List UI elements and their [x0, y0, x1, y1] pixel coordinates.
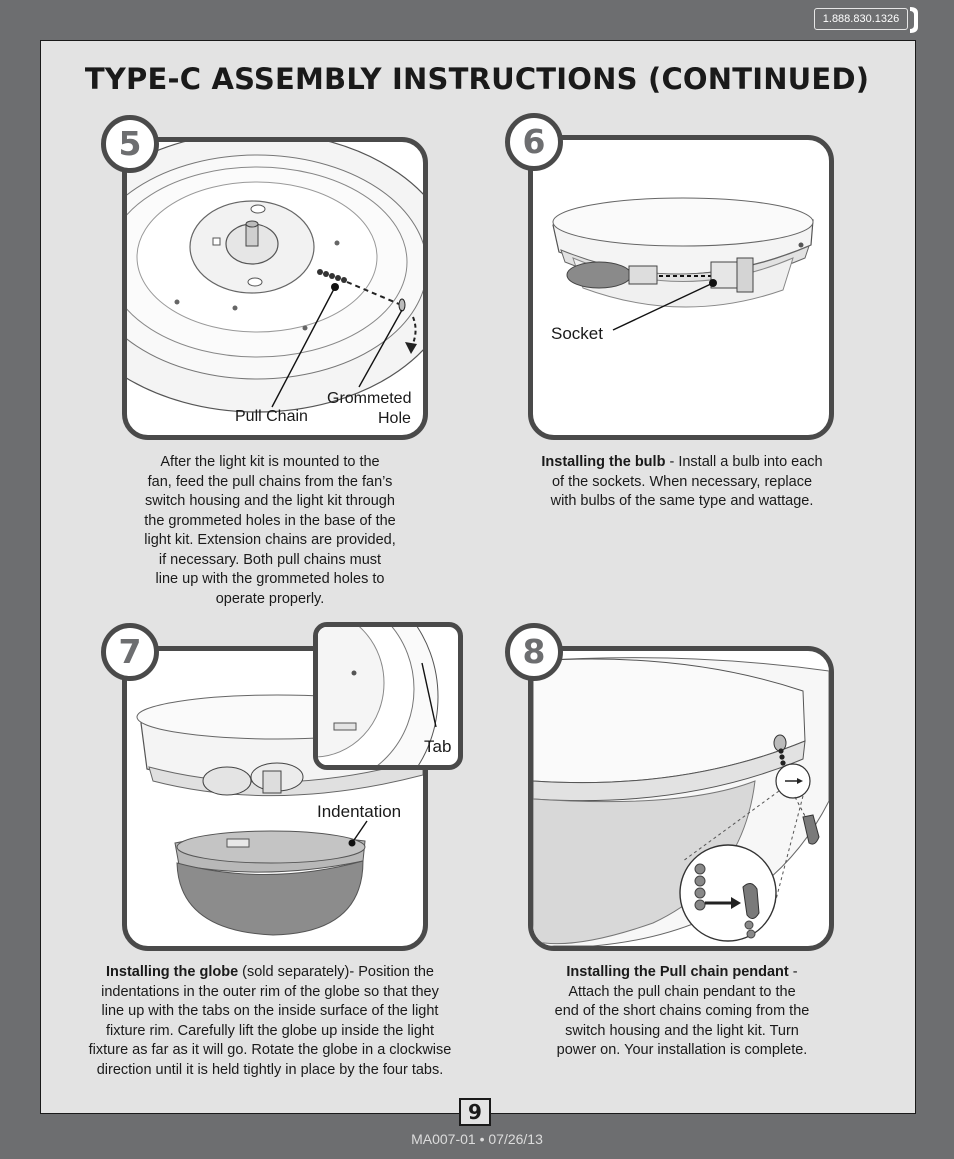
step-5-illustration — [122, 137, 428, 440]
step-5-caption: After the light kit is mounted to the fan, feed the pull chains from the fan’s switch housing and the light kit through the grommeted holes in the base of the light kit. Extension chains are provided, if necessary. Both pull chains must line up with the grommeted holes to operate properly. — [144, 454, 396, 607]
step-5-badge: 5 — [101, 115, 159, 173]
step-8-illustration — [528, 646, 834, 951]
step-7-caption: Installing the globe (sold separately)- Position the indentations in the outer rim of the globe so that they line up with the tabs on the inside surface of the light fixture rim. Carefully lift the globe up inside the light fixture as far as it will go. Rotate the globe in a clockwise direction until it is held tightly in place by the four tabs. — [88, 964, 452, 1078]
pull-chain-pendant-drawing — [533, 651, 829, 946]
step-7-heading: Installing the globe — [106, 964, 239, 980]
phone-icon — [906, 5, 922, 35]
callout-grommeted: Grommeted — [327, 390, 412, 407]
step-8-badge: 8 — [505, 623, 563, 681]
step-6-badge: 6 — [505, 113, 563, 171]
step-6-illustration — [528, 135, 834, 440]
step-7-badge: 7 — [101, 623, 159, 681]
callout-socket: Socket — [551, 324, 603, 343]
callout-hole: Hole — [378, 410, 411, 427]
light-kit-socket-drawing — [533, 140, 829, 435]
page-number: 9 — [459, 1098, 491, 1126]
callout-tab: Tab — [424, 737, 452, 756]
step-6-heading: Installing the bulb — [541, 454, 666, 470]
step-7-inset-detail — [313, 622, 463, 770]
document-code: MA007-01 • 07/26/13 — [411, 1131, 543, 1147]
callout-pull-chain: Pull Chain — [235, 408, 308, 425]
phone-number: 1.888.830.1326 — [814, 8, 908, 30]
page-title: TYPE-C ASSEMBLY INSTRUCTIONS (CONTINUED) — [84, 62, 870, 96]
step-6-caption: Installing the bulb - Install a bulb into each of the sockets. When necessary, replace with bulbs of the same type and wattage. — [541, 454, 823, 509]
callout-indentation: Indentation — [317, 802, 402, 821]
step-8-caption: Installing the Pull chain pendant - Attach the pull chain pendant to the end of the short chains coming from the switch housing and the light kit. Turn power on. Your installation is complete. — [554, 964, 810, 1058]
step-8-heading: Installing the Pull chain pendant — [566, 964, 789, 980]
